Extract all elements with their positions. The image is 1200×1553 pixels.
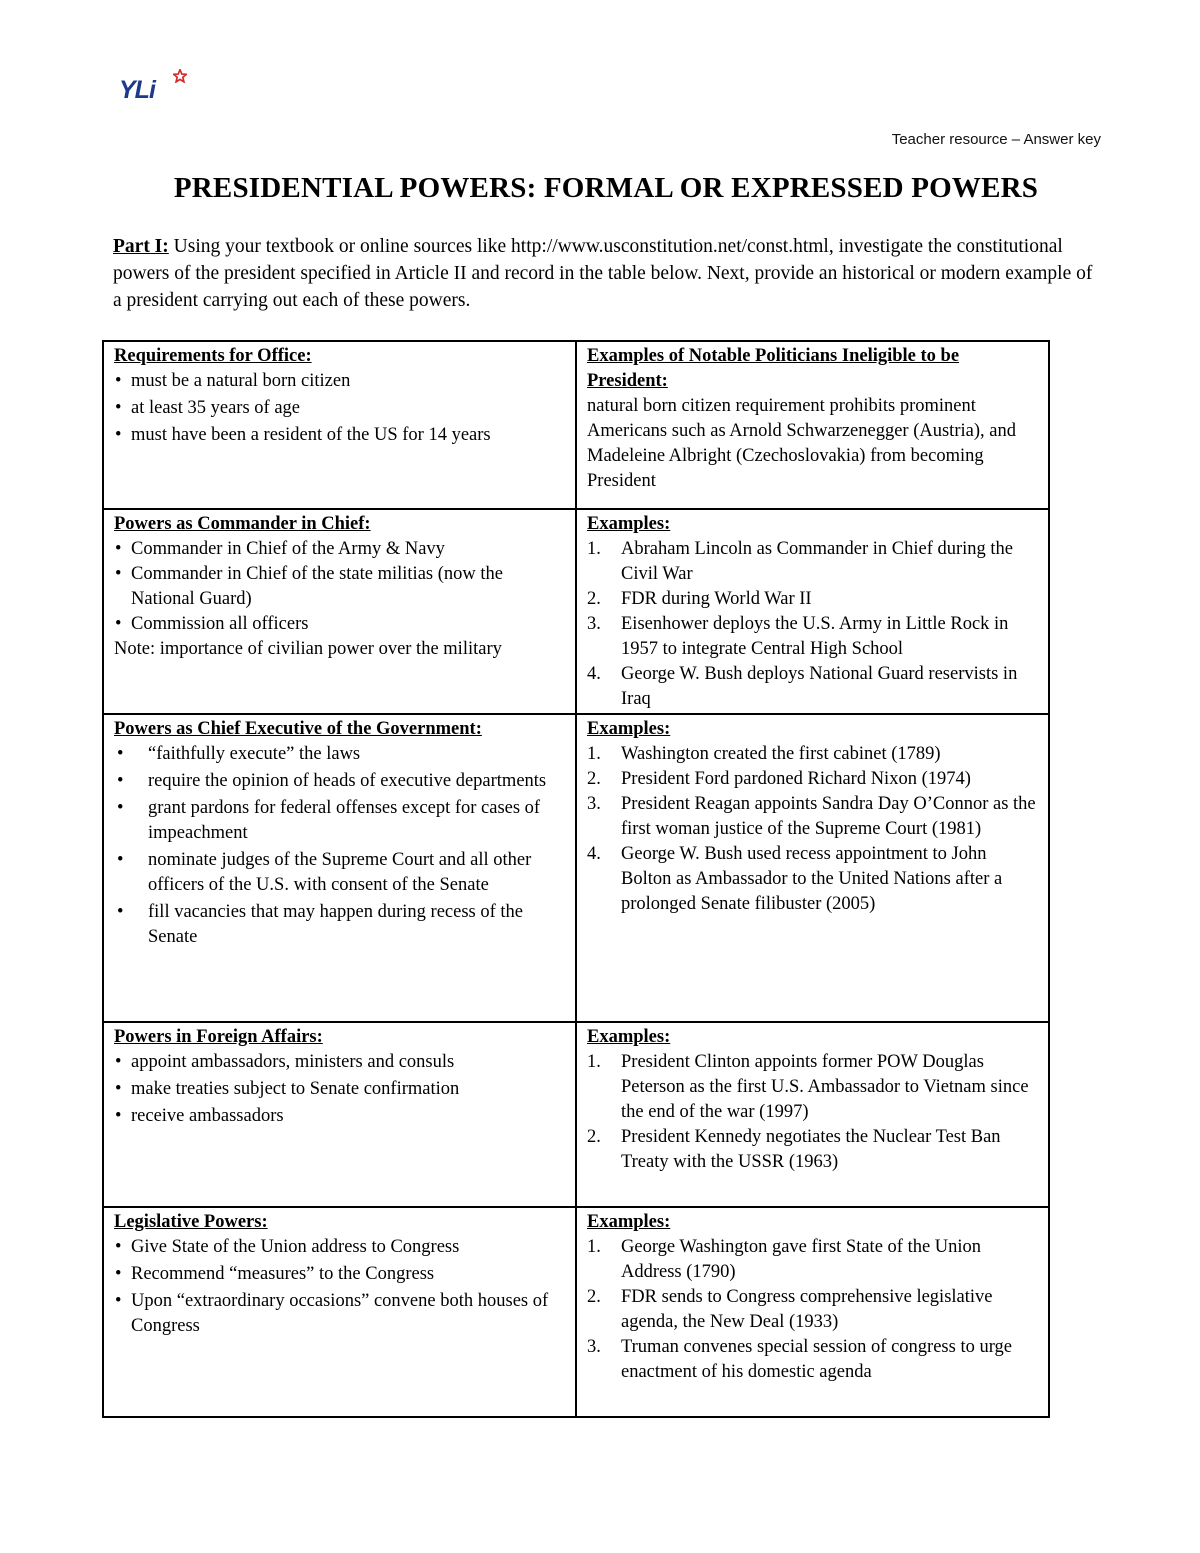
part-label: Part I:	[113, 236, 169, 257]
list-item: 3. Eisenhower deploys the U.S. Army in Little Rock in 1957 to integrate Central High School	[587, 614, 1009, 659]
cell-heading: Legislative Powers:	[114, 1212, 268, 1232]
list-item: • “faithfully execute” the laws	[114, 742, 565, 767]
list-item: 1. George Washington gave first State of the Union Address (1790)	[587, 1237, 982, 1282]
list-item: • Give State of the Union address to Congress	[114, 1235, 565, 1260]
bullet-list	[114, 369, 565, 448]
intro-paragraph	[113, 233, 1103, 314]
list-item: • nominate judges of the Supreme Court and all other officers of the U.S. with consent of the Senate	[114, 848, 565, 898]
note-text: Note: importance of civilian power over the military	[114, 639, 502, 659]
numbered-list	[587, 1235, 1038, 1385]
cell-heading: Powers in Foreign Affairs:	[114, 1027, 323, 1047]
powers-table	[102, 340, 1050, 1418]
list-item: • Commander in Chief of the Army & Navy	[114, 537, 565, 562]
list-item: 2. President Kennedy negotiates the Nuclear Test Ban Treaty with the USSR (1963)	[587, 1127, 1001, 1172]
commander-in-chief-cell	[104, 510, 577, 715]
bullet-list	[114, 1235, 565, 1339]
foreign-affairs-examples-cell	[577, 1023, 1048, 1208]
bullet-list	[114, 1050, 565, 1129]
cell-heading: Powers as Commander in Chief:	[114, 514, 371, 534]
list-item: 1. Washington created the first cabinet (1789)	[587, 744, 941, 764]
list-item: 3. President Reagan appoints Sandra Day O’Connor as the first woman justice of the Supreme Court (1981)	[587, 794, 1036, 839]
page-title: PRESIDENTIAL POWERS: FORMAL OR EXPRESSED POWERS	[173, 172, 1039, 204]
numbered-list	[587, 1050, 1038, 1175]
list-item: • require the opinion of heads of executive departments	[114, 769, 565, 794]
cell-heading: Examples:	[587, 719, 671, 739]
list-item: • grant pardons for federal offenses except for cases of impeachment	[114, 796, 565, 846]
list-item: • must be a natural born citizen	[114, 369, 565, 394]
bullet-list	[114, 537, 565, 637]
list-item: 4. George W. Bush deploys National Guard reservists in Iraq	[587, 664, 1018, 709]
list-item: • make treaties subject to Senate confirmation	[114, 1077, 565, 1102]
ylı-logo	[119, 72, 191, 104]
list-item: • at least 35 years of age	[114, 396, 565, 421]
resource-label: Teacher resource – Answer key	[891, 131, 1101, 148]
list-item: 2. President Ford pardoned Richard Nixon (1974)	[587, 769, 971, 789]
list-item: • Upon “extraordinary occasions” convene both houses of Congress	[114, 1289, 565, 1339]
cell-heading: Examples of Notable Politicians Ineligible to be President:	[587, 346, 960, 391]
list-item: 2. FDR during World War II	[587, 589, 812, 609]
cell-heading: Examples:	[587, 1212, 671, 1232]
legislative-examples-cell	[577, 1208, 1048, 1416]
foreign-affairs-cell	[104, 1023, 577, 1208]
list-item: 1. Abraham Lincoln as Commander in Chief during the Civil War	[587, 539, 1014, 584]
list-item: • must have been a resident of the US for 14 years	[114, 423, 565, 448]
cell-heading: Requirements for Office:	[114, 346, 312, 366]
cell-heading: Examples:	[587, 1027, 671, 1047]
list-item: 3. Truman convenes special session of congress to urge enactment of his domestic agenda	[587, 1337, 1013, 1382]
list-item: 1. President Clinton appoints former POW Douglas Peterson as the first U.S. Ambassador to Vietnam since the end of the war (1997)	[587, 1052, 1029, 1122]
numbered-list	[587, 537, 1038, 712]
list-item: • receive ambassadors	[114, 1104, 565, 1129]
intro-text: Using your textbook or online sources like http://www.usconstitution.net/const.html, investigate the constitutional powers of the president specified in Article II and record in the table below. Next, provide an historical or modern example of a president carrying out each of these powers.	[113, 236, 1093, 311]
ineligible-examples-cell	[577, 342, 1048, 510]
cell-text: natural born citizen requirement prohibits prominent Americans such as Arnold Schwarzenegger (Austria), and Madeleine Albright (Czechoslovakia) from becoming President	[587, 396, 1016, 491]
bullet-list	[114, 742, 565, 950]
chief-executive-cell	[104, 715, 577, 1023]
list-item: • Commission all officers	[114, 612, 565, 637]
list-item: • fill vacancies that may happen during recess of the Senate	[114, 900, 565, 950]
list-item: • Recommend “measures” to the Congress	[114, 1262, 565, 1287]
requirements-cell	[104, 342, 577, 510]
list-item: 4. George W. Bush used recess appointment to John Bolton as Ambassador to the United Nations after a prolonged Senate filibuster (2005)	[587, 844, 1003, 914]
cell-heading: Examples:	[587, 514, 671, 534]
list-item: 2. FDR sends to Congress comprehensive legislative agenda, the New Deal (1933)	[587, 1287, 993, 1332]
legislative-cell	[104, 1208, 577, 1416]
list-item: • appoint ambassadors, ministers and consuls	[114, 1050, 565, 1075]
numbered-list	[587, 742, 1038, 917]
commander-examples-cell	[577, 510, 1048, 715]
list-item: • Commander in Chief of the state militias (now the National Guard)	[114, 562, 565, 612]
star-icon	[173, 69, 187, 83]
cell-heading: Powers as Chief Executive of the Government:	[114, 719, 482, 739]
chief-executive-examples-cell	[577, 715, 1048, 1023]
logo-text: YLi	[119, 76, 155, 104]
